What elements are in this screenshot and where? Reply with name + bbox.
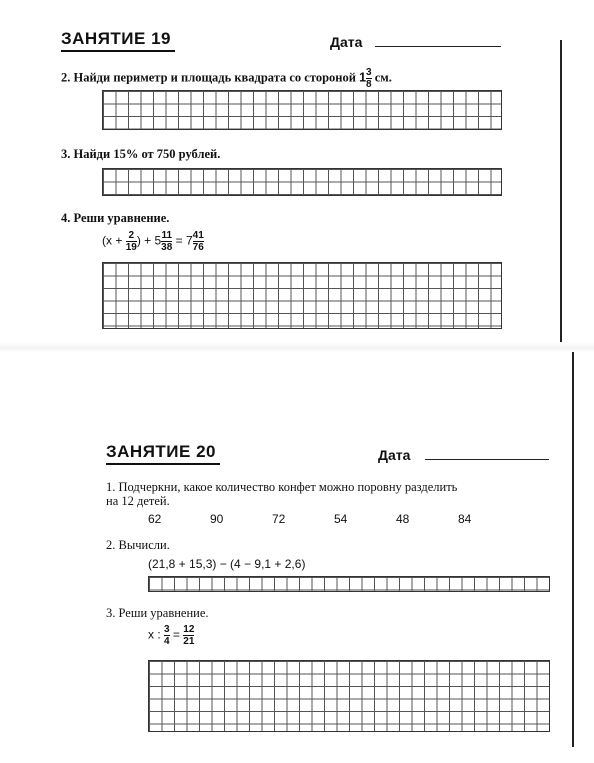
answer-grid-task-3[interactable] — [102, 168, 502, 196]
page-edge — [560, 40, 562, 342]
task-3-text: 3. Найди 15% от 750 рублей. — [61, 147, 221, 161]
side-fraction: $\frac{3}{8}$ — [366, 67, 372, 90]
task-1-text-cont: на 12 детей. — [106, 494, 170, 508]
answer-grid-task-2[interactable] — [148, 576, 550, 592]
option-item[interactable]: 90 — [210, 512, 224, 526]
worksheet-lesson-19 — [0, 0, 594, 342]
option-item[interactable]: 54 — [334, 512, 348, 526]
task-2-text: 2. Найди периметр и площадь квадрата со стороной 1 $\frac{3}{8}$ см. — [61, 67, 392, 90]
task-2-text: 2. Вычисли. — [106, 538, 170, 552]
equation-task-3: x : $\frac{3}{4}$ = $\frac{12}{21}$ — [148, 624, 195, 647]
worksheet-lesson-20 — [0, 352, 594, 763]
answer-grid-task-4[interactable] — [102, 262, 502, 329]
lesson-title: ЗАНЯТИЕ 19 — [61, 29, 171, 49]
option-item[interactable]: 48 — [396, 512, 410, 526]
answer-grid-task-2[interactable] — [102, 90, 502, 130]
lesson-title: ЗАНЯТИЕ 20 — [106, 442, 216, 462]
option-item[interactable]: 72 — [272, 512, 286, 526]
answer-grid-task-3[interactable] — [148, 660, 550, 732]
expression-task-2: (21,8 + 15,3) − (4 − 9,1 + 2,6) — [148, 557, 306, 571]
date-field[interactable] — [375, 46, 501, 47]
option-item[interactable]: 84 — [458, 512, 472, 526]
date-field[interactable] — [425, 459, 549, 460]
task-1-text: 1. Подчеркни, какое количество конфет можно поровну разделить — [106, 480, 458, 494]
date-label: Дата — [330, 34, 363, 50]
date-label: Дата — [378, 447, 411, 463]
task-4-text: 4. Реши уравнение. — [61, 211, 170, 225]
option-item[interactable]: 62 — [148, 512, 162, 526]
page-edge — [572, 352, 574, 747]
equation-task-4: (x + $\frac{2}{19}$ ) + 5 $\frac{11}{38}$ = 7 $\frac{41}{76}$ — [102, 230, 204, 253]
page-separator — [0, 342, 594, 352]
task-3-text: 3. Реши уравнение. — [106, 606, 209, 620]
